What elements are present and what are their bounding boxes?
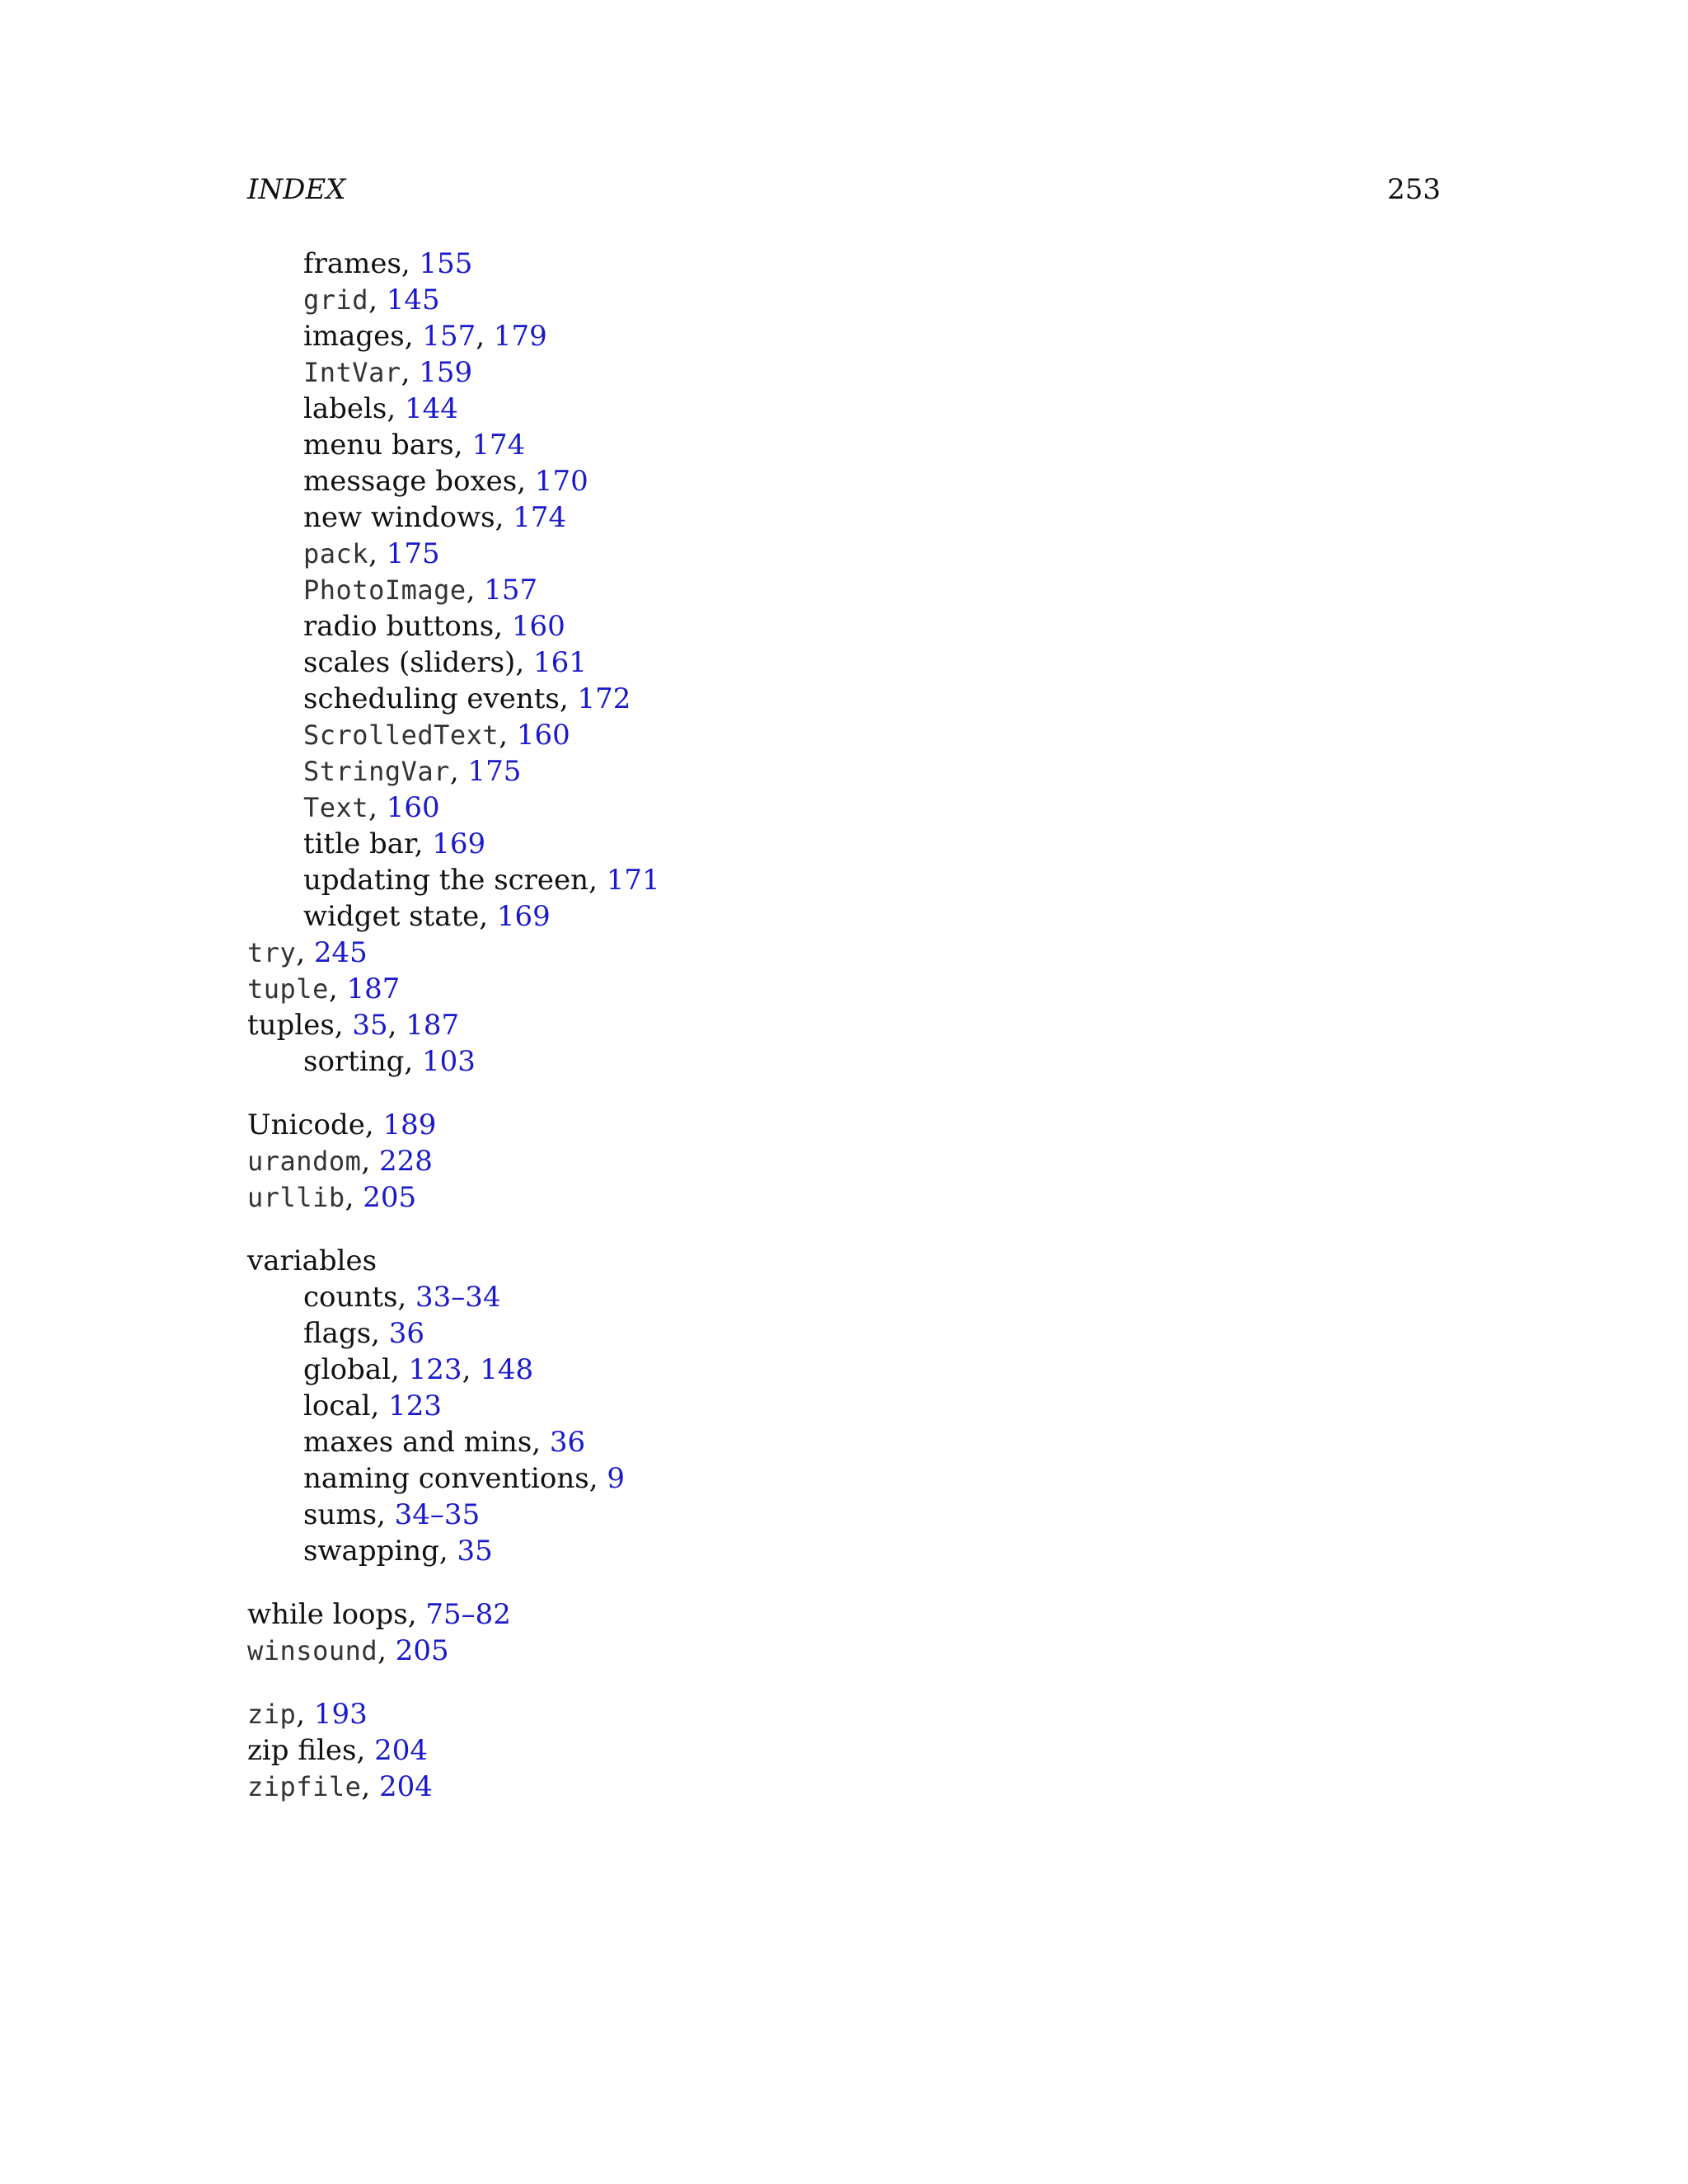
index-term: counts: [303, 1281, 398, 1314]
page-reference-link[interactable]: 204: [374, 1734, 429, 1767]
index-subentry: [247, 790, 1236, 826]
separator: ,: [476, 320, 494, 353]
index-entry: [247, 1769, 1236, 1805]
running-header: [247, 168, 1441, 211]
index-subentry: [247, 644, 1236, 681]
index-subentry: [247, 536, 1236, 572]
separator: ,: [517, 465, 535, 498]
separator: ,: [345, 1181, 363, 1214]
page-reference-link[interactable]: 160: [386, 791, 440, 824]
group-spacer: [247, 1669, 1236, 1696]
index-term: widget state: [303, 900, 480, 933]
index-subentry: [247, 499, 1236, 536]
separator: ,: [368, 284, 387, 316]
separator: ,: [391, 1353, 409, 1386]
index-term: ScrolledText: [303, 719, 499, 751]
index-term: variables: [247, 1244, 377, 1277]
page-reference-link[interactable]: 148: [480, 1353, 534, 1386]
page-number: 253: [1387, 173, 1441, 206]
separator: ,: [368, 537, 387, 570]
page-reference-link[interactable]: 179: [493, 320, 547, 353]
separator: ,: [387, 1009, 406, 1042]
index-subentry: [247, 681, 1236, 717]
separator: ,: [466, 574, 485, 607]
index-entry: [247, 971, 1236, 1007]
separator: ,: [588, 864, 607, 897]
index-entry: [247, 1179, 1236, 1216]
index-term: zipfile: [247, 1771, 362, 1802]
group-spacer: [247, 1569, 1236, 1596]
index-term: new windows: [303, 501, 495, 534]
index-subentry: [247, 1043, 1236, 1080]
separator: ,: [449, 755, 468, 788]
index-term: updating the screen: [303, 864, 589, 897]
separator: ,: [377, 1634, 396, 1667]
separator: ,: [479, 900, 497, 933]
index-term: winsound: [247, 1635, 378, 1666]
separator: ,: [494, 610, 512, 643]
separator: ,: [438, 1535, 457, 1568]
index-subentry: [247, 1424, 1236, 1460]
index-subentry: [247, 246, 1236, 282]
page-reference-link[interactable]: 36: [549, 1426, 586, 1459]
separator: ,: [414, 827, 433, 860]
index-term: scheduling events: [303, 682, 560, 715]
index-subentry: [247, 391, 1236, 427]
index-subentry: [247, 1388, 1236, 1424]
page-reference-link[interactable]: 123: [388, 1390, 443, 1422]
index-subentry: [247, 463, 1236, 499]
separator: ,: [404, 1045, 422, 1078]
index-subentry: [247, 1497, 1236, 1533]
index-subentry: [247, 282, 1236, 318]
separator: ,: [401, 247, 420, 280]
page-reference-link[interactable]: 75–82: [425, 1598, 511, 1631]
page-reference-link[interactable]: 169: [496, 900, 551, 933]
index-term: frames: [303, 247, 401, 280]
page-reference-link[interactable]: 161: [532, 646, 587, 679]
index-term: Unicode: [247, 1108, 365, 1141]
page-reference-link[interactable]: 155: [419, 247, 473, 280]
index-subentry: [247, 318, 1236, 354]
index-subentry: [247, 427, 1236, 463]
page-reference-link[interactable]: 36: [388, 1317, 425, 1350]
index-entry: [247, 1107, 1236, 1143]
index-entry: [247, 1007, 1236, 1043]
index-subentry: [247, 1352, 1236, 1388]
separator: ,: [499, 719, 517, 752]
index-entry: [247, 1696, 1236, 1732]
page-reference-link[interactable]: 9: [607, 1462, 626, 1495]
page-reference-link[interactable]: 205: [395, 1634, 449, 1667]
separator: ,: [334, 1009, 353, 1042]
index-letter-group: [247, 1696, 1236, 1805]
index-letter-group: [247, 1107, 1236, 1216]
index-subentry: [247, 354, 1236, 391]
separator: ,: [532, 1426, 550, 1459]
page-reference-link[interactable]: 160: [511, 610, 565, 643]
separator: ,: [387, 392, 405, 425]
separator: ,: [453, 429, 472, 462]
separator: ,: [495, 501, 513, 534]
index-term: urandom: [247, 1146, 362, 1177]
index-subentry: [247, 862, 1236, 898]
index-subentry: [247, 1315, 1236, 1352]
page-reference-link[interactable]: 204: [378, 1770, 433, 1803]
page-reference-link[interactable]: 171: [606, 864, 660, 897]
index-term: sorting: [303, 1045, 405, 1078]
index-letter-group: [247, 246, 1236, 1080]
index-letter-group: [247, 1243, 1236, 1569]
index-term: IntVar: [303, 357, 401, 388]
page-reference-link[interactable]: 159: [419, 356, 473, 389]
index-subentry: [247, 1279, 1236, 1315]
index-term: StringVar: [303, 756, 450, 787]
separator: ,: [364, 1108, 383, 1141]
index-term: swapping: [303, 1535, 439, 1568]
page-reference-link[interactable]: 205: [363, 1181, 417, 1214]
index-term: flags: [303, 1317, 372, 1350]
index-subentry: [247, 572, 1236, 608]
index-letter-group: [247, 1596, 1236, 1669]
separator: ,: [397, 1281, 416, 1314]
page-reference-link[interactable]: 174: [471, 429, 526, 462]
page-reference-link[interactable]: 245: [313, 936, 368, 969]
separator: ,: [361, 1145, 379, 1178]
page-reference-link[interactable]: 172: [577, 682, 631, 715]
index-term: scales (sliders): [303, 646, 516, 679]
page-reference-link[interactable]: 187: [346, 972, 401, 1005]
page-reference-link[interactable]: 175: [467, 755, 522, 788]
index-term: global: [303, 1353, 392, 1386]
page-reference-link[interactable]: 157: [422, 320, 476, 353]
separator: ,: [559, 682, 578, 715]
page-reference-link[interactable]: 34–35: [394, 1498, 481, 1531]
page-reference-link[interactable]: 145: [386, 284, 440, 316]
index-term: try: [247, 937, 297, 968]
page-reference-link[interactable]: 33–34: [415, 1281, 501, 1314]
index-term: menu bars: [303, 429, 454, 462]
separator: ,: [296, 1698, 314, 1731]
page-reference-link[interactable]: 170: [534, 465, 588, 498]
separator: ,: [356, 1734, 375, 1767]
page-reference-link[interactable]: 160: [516, 719, 570, 752]
page-reference-link[interactable]: 228: [378, 1145, 433, 1178]
index-term: while loops: [247, 1598, 408, 1631]
page-reference-link[interactable]: 174: [513, 501, 567, 534]
index-term: title bar: [303, 827, 415, 860]
separator: ,: [407, 1598, 426, 1631]
index-term: radio buttons: [303, 610, 495, 643]
index-subentry: [247, 1533, 1236, 1569]
index-term: pack: [303, 538, 369, 569]
index-term: local: [303, 1390, 371, 1422]
index-entry: [247, 1732, 1236, 1769]
index-subentry: [247, 608, 1236, 644]
page-reference-link[interactable]: 193: [313, 1698, 368, 1731]
index-entry: [247, 1143, 1236, 1179]
page-reference-link[interactable]: 35: [352, 1009, 388, 1042]
separator: ,: [377, 1498, 395, 1531]
index-subentry: [247, 717, 1236, 753]
index-term: PhotoImage: [303, 574, 467, 606]
index-term: labels: [303, 392, 387, 425]
index-subentry: [247, 753, 1236, 790]
separator: ,: [462, 1353, 481, 1386]
page-reference-link[interactable]: 123: [408, 1353, 462, 1386]
index-term: zip files: [247, 1734, 357, 1767]
group-spacer: [247, 1080, 1236, 1107]
index-term: urllib: [247, 1182, 345, 1213]
index-term: message boxes: [303, 465, 518, 498]
page-reference-link[interactable]: 35: [457, 1535, 493, 1568]
index-subentry: [247, 898, 1236, 935]
separator: ,: [296, 936, 314, 969]
index-term: images: [303, 320, 405, 353]
page-reference-link[interactable]: 169: [432, 827, 486, 860]
group-spacer: [247, 1216, 1236, 1243]
page-reference-link[interactable]: 189: [382, 1108, 437, 1141]
index-term: zip: [247, 1699, 297, 1730]
separator: ,: [588, 1462, 607, 1495]
page-reference-link[interactable]: 103: [422, 1045, 476, 1078]
separator: ,: [404, 320, 423, 353]
separator: ,: [328, 972, 347, 1005]
index-subentry: [247, 826, 1236, 862]
page-reference-link[interactable]: 187: [406, 1009, 460, 1042]
index-term: sums: [303, 1498, 377, 1531]
page-reference-link[interactable]: 175: [386, 537, 440, 570]
index-term: tuple: [247, 973, 329, 1005]
separator: ,: [371, 1317, 389, 1350]
index-entry: [247, 1243, 1236, 1279]
index-term: naming conventions: [303, 1462, 589, 1495]
index-entry: [247, 935, 1236, 971]
index-term: grid: [303, 284, 369, 316]
index-entry: [247, 1596, 1236, 1633]
page-reference-link[interactable]: 144: [404, 392, 458, 425]
index-term: maxes and mins: [303, 1426, 532, 1459]
separator: ,: [370, 1390, 389, 1422]
separator: ,: [515, 646, 533, 679]
running-header-title: INDEX: [247, 173, 346, 206]
index-entry: [247, 1633, 1236, 1669]
separator: ,: [361, 1770, 379, 1803]
separator: ,: [401, 356, 420, 389]
index-list: [247, 246, 1236, 1805]
page-reference-link[interactable]: 157: [484, 574, 538, 607]
index-term: tuples: [247, 1009, 335, 1042]
index-subentry: [247, 1460, 1236, 1497]
index-term: Text: [303, 792, 369, 823]
separator: ,: [368, 791, 387, 824]
